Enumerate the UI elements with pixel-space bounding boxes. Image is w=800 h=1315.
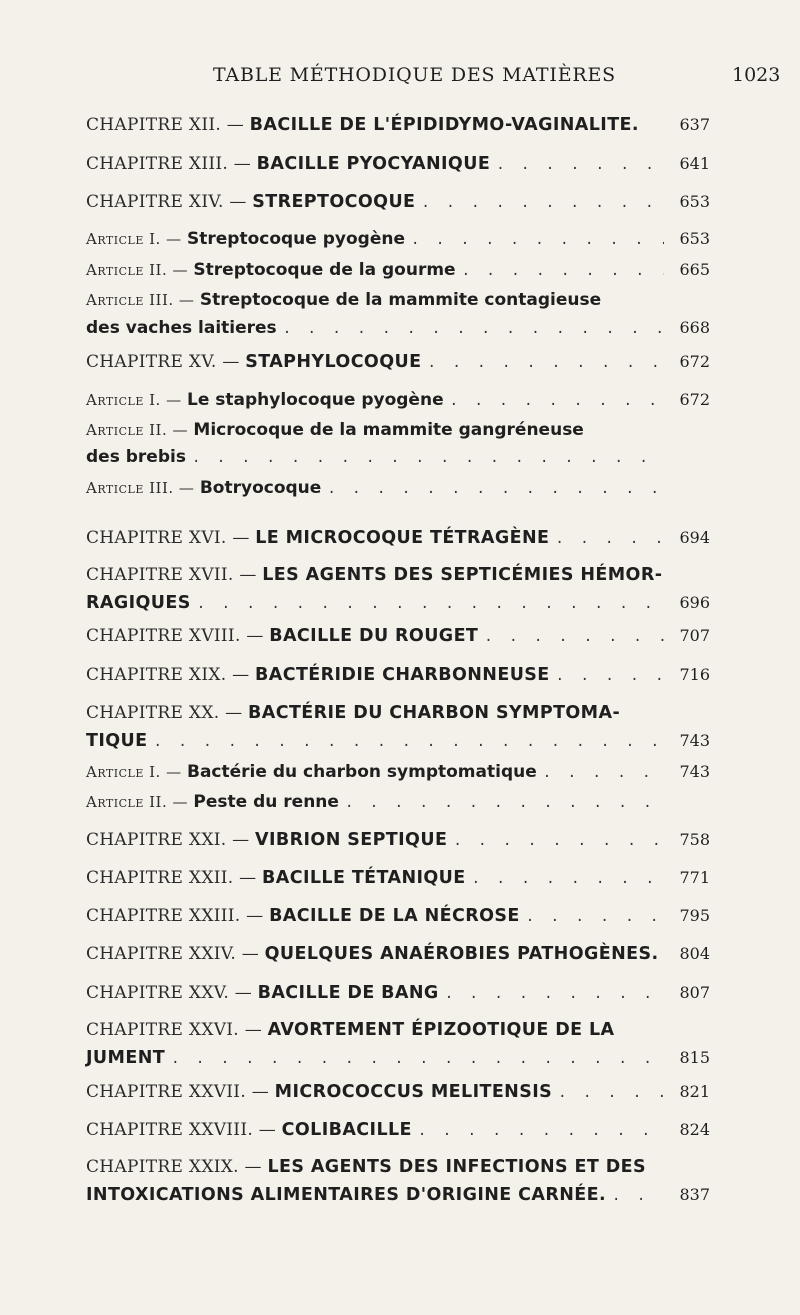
chapter-entry (86, 1116, 710, 1143)
chapter-entry (86, 864, 710, 891)
dot-leader (171, 1046, 664, 1073)
entry-title: BACILLE TÉTANIQUE (262, 868, 466, 888)
running-title: TABLE MÉTHODIQUE DES MATIÈRES (213, 64, 616, 86)
article-label: Article I. — (86, 391, 182, 409)
entry-title: Microcoque de la mammite gangréneuse (193, 420, 584, 440)
entry-title: AVORTEMENT ÉPIZOOTIQUE DE LA (267, 1020, 615, 1040)
chapter-entry (86, 826, 710, 853)
dot-leader (418, 1118, 664, 1145)
page-number: 665 (679, 260, 710, 279)
chapter-number: CHAPITRE XIV. — (86, 192, 247, 212)
entry-title: Le staphylocoque pyogène (187, 390, 444, 410)
entry-title: LE MICROCOQUE TÉTRAGÈNE (255, 528, 550, 548)
chapter-number: CHAPITRE XXIV. — (86, 944, 260, 964)
page-number: 668 (679, 318, 710, 337)
entry-title-continuation: JUMENT (86, 1048, 166, 1068)
page-number: 795 (679, 906, 710, 925)
article-entry (86, 475, 710, 502)
chapter-number: CHAPITRE XXI. — (86, 830, 250, 850)
article-entry (86, 417, 710, 471)
dot-leader (411, 227, 664, 254)
entry-title: Bactérie du charbon symptomatique (187, 762, 537, 782)
dot-leader (526, 904, 664, 931)
entry-title: STAPHYLOCOQUE (245, 352, 422, 372)
dot-leader (556, 663, 664, 690)
chapter-entry (86, 700, 710, 754)
entry-title: STREPTOCOQUE (252, 192, 416, 212)
chapter-entry (86, 979, 710, 1006)
article-entry (86, 789, 710, 816)
chapter-number: CHAPITRE XXII. — (86, 868, 257, 888)
page-number: 807 (679, 983, 710, 1002)
dot-leader (450, 388, 664, 415)
dot-leader (472, 866, 664, 893)
article-entry (86, 386, 710, 413)
entry-title: Streptocoque pyogène (187, 229, 405, 249)
chapter-entry (86, 1078, 710, 1105)
page-number: 672 (679, 352, 710, 371)
page-number: 696 (679, 593, 710, 612)
entry-title-continuation: RAGIQUES (86, 593, 191, 613)
entry-title: BACTÉRIDIE CHARBONNEUSE (255, 665, 550, 685)
entry-title: BACILLE DE LA NÉCROSE (269, 906, 520, 926)
chapter-entry (86, 1154, 710, 1208)
page-number: 804 (679, 944, 710, 963)
chapter-number: CHAPITRE XXVII. — (86, 1082, 270, 1102)
entry-title: BACTÉRIE DU CHARBON SYMPTOMA- (248, 703, 621, 723)
chapter-number: CHAPITRE XII. — (86, 115, 245, 135)
chapter-entry (86, 150, 710, 177)
page-number: 821 (679, 1082, 710, 1101)
dot-leader (192, 445, 664, 472)
page-number: 641 (679, 154, 710, 173)
dot-leader (197, 591, 664, 618)
page-number: 694 (679, 528, 710, 547)
entry-title: Streptocoque de la gourme (193, 260, 456, 280)
page-number: 815 (679, 1048, 710, 1067)
chapter-entry (86, 661, 710, 688)
article-label: Article III. — (86, 291, 195, 309)
article-label: Article II. — (86, 793, 189, 811)
entry-title: BACILLE PYOCYANIQUE (256, 154, 491, 174)
page-number: 743 (679, 731, 710, 750)
chapter-entry (86, 622, 710, 649)
entry-title: BACILLE DU ROUGET (269, 626, 479, 646)
entry-title: COLIBACILLE (281, 1120, 412, 1140)
chapter-entry (86, 940, 710, 967)
chapter-number: CHAPITRE XXIX. — (86, 1157, 262, 1177)
chapter-number: CHAPITRE XV. — (86, 352, 240, 372)
article-label: Article III. — (86, 479, 195, 497)
chapter-number: CHAPITRE XIII. — (86, 154, 252, 174)
entry-title: Streptocoque de la mammite contagieuse (199, 290, 602, 310)
entry-title: Botryocoque (199, 478, 322, 498)
page-number: 771 (679, 868, 710, 887)
chapter-number: CHAPITRE XVI. — (86, 528, 250, 548)
entry-title-continuation: INTOXICATIONS ALIMENTAIRES D'ORIGINE CARNÉE. (86, 1185, 607, 1205)
page-number: 707 (679, 626, 710, 645)
chapter-entry (86, 524, 710, 551)
dot-leader (154, 729, 665, 756)
chapter-number: CHAPITRE XVIII. — (86, 626, 264, 646)
entry-title: LES AGENTS DES INFECTIONS ET DES (267, 1157, 647, 1177)
page-number: 653 (679, 192, 710, 211)
page-number: 637 (679, 115, 710, 134)
dot-leader (345, 790, 664, 817)
article-label: Article I. — (86, 763, 182, 781)
dot-leader (484, 624, 664, 651)
chapter-entry (86, 562, 710, 616)
article-entry (86, 225, 710, 252)
page-number: 653 (679, 229, 710, 248)
dot-leader (543, 760, 664, 787)
page-number: 824 (679, 1120, 710, 1139)
article-entry (86, 287, 710, 341)
entry-title-continuation: TIQUE (86, 731, 148, 751)
chapter-entry (86, 188, 710, 215)
chapter-entry (86, 902, 710, 929)
chapter-number: CHAPITRE XX. — (86, 703, 243, 723)
entry-title: VIBRION SEPTIQUE (255, 830, 448, 850)
entry-title: BACILLE DE L'ÉPIDIDYMO-VAGINALITE. (249, 115, 639, 135)
entry-title: QUELQUES ANAÉROBIES PATHOGÈNES. (264, 944, 659, 964)
dot-leader (283, 316, 664, 343)
chapter-entry (86, 348, 710, 375)
article-entry (86, 256, 710, 283)
dot-leader (496, 152, 664, 179)
dot-leader (612, 1183, 664, 1210)
page-number: 837 (679, 1185, 710, 1204)
chapter-number: CHAPITRE XXV. — (86, 983, 253, 1003)
dot-leader (421, 190, 664, 217)
chapter-number: CHAPITRE XXVI. — (86, 1020, 263, 1040)
page-number: 716 (679, 665, 710, 684)
folio: 1023 (732, 64, 781, 86)
entry-title: MICROCOCCUS MELITENSIS (274, 1082, 553, 1102)
chapter-number: CHAPITRE XXIII. — (86, 906, 264, 926)
entry-title: BACILLE DE BANG (257, 983, 439, 1003)
entry-title-continuation: des brebis (86, 447, 186, 467)
chapter-number: CHAPITRE XIX. — (86, 665, 250, 685)
chapter-entry (86, 1017, 710, 1071)
entry-title: Peste du renne (193, 792, 339, 812)
dot-leader (327, 476, 664, 503)
chapter-number: CHAPITRE XXVIII. — (86, 1120, 277, 1140)
chapter-entry (86, 111, 710, 138)
dot-leader (427, 350, 664, 377)
article-label: Article II. — (86, 261, 189, 279)
article-label: Article II. — (86, 421, 189, 439)
dot-leader (445, 981, 664, 1008)
entry-title-continuation: des vaches laitieres (86, 318, 277, 338)
article-entry (86, 758, 710, 785)
page-header (0, 62, 800, 90)
chapter-number: CHAPITRE XVII. — (86, 565, 257, 585)
article-label: Article I. — (86, 230, 182, 248)
dot-leader (555, 526, 664, 553)
dot-leader (453, 828, 664, 855)
page-number: 672 (679, 390, 710, 409)
page-number: 758 (679, 830, 710, 849)
dot-leader (462, 258, 664, 285)
entry-title: LES AGENTS DES SEPTICÉMIES HÉMOR- (262, 565, 663, 585)
dot-leader (558, 1080, 664, 1107)
page-number: 743 (679, 762, 710, 781)
